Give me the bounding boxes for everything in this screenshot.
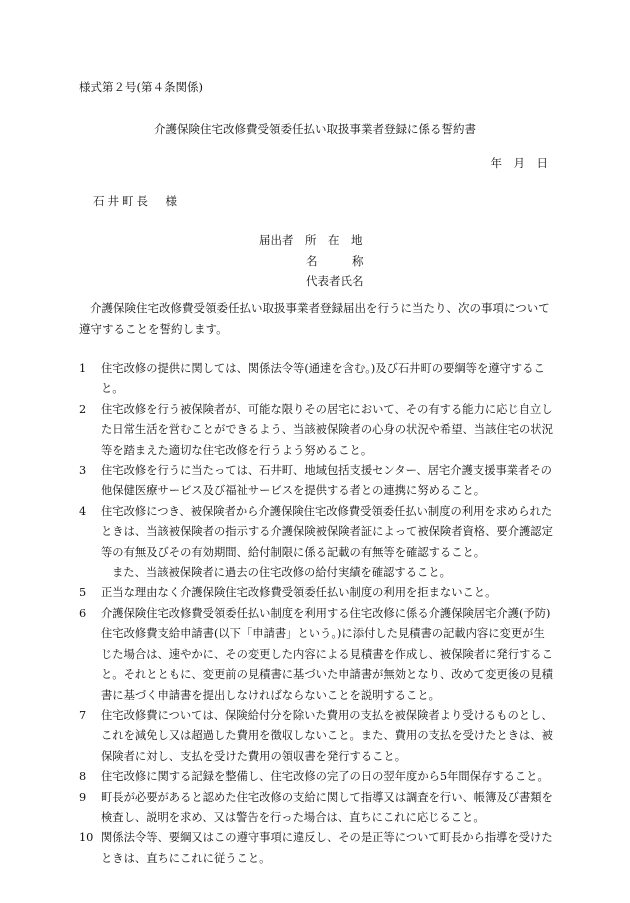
item-number: 4 xyxy=(79,504,87,518)
item-text: 関係法令等、要綱又はこの遵守事項に違反し、その是正等について町長から指導を受けたときは、直ちにこれに従うこと。 xyxy=(101,831,553,865)
form-number: 様式第２号(第４条関係) xyxy=(79,80,203,94)
item-number: 7 xyxy=(79,708,87,722)
submitter-label: 届出者 xyxy=(259,233,294,247)
item-number: 9 xyxy=(79,790,87,804)
addressee: 石井町長 様 xyxy=(93,194,180,208)
item-text: 正当な理由なく介護保険住宅改修費受領委任払い制度の利用を拒まないこと。 xyxy=(101,586,497,600)
document-title: 介護保険住宅改修費受領委任払い取扱事業者登録に係る誓約書 xyxy=(154,122,476,136)
item-text: 住宅改修につき、被保険者から介護保険住宅改修費受領委任払い制度の利用を求められたときは、当該被保険者の指示する介護保険被保険者証によって被保険者資格、要介護認定等の有無及びその有効期間、給付制限に係る記載の有無等を確認すること。 xyxy=(101,504,553,559)
list-item xyxy=(79,400,554,461)
submitter-address-row xyxy=(259,232,364,253)
item-number: 2 xyxy=(79,402,87,416)
item-number: 8 xyxy=(79,770,87,784)
pledge-items-list xyxy=(79,359,554,869)
item-text: 住宅改修を行うに当たっては、石井町、地域包括支援センター、居宅介護支援事業者その他保健医療サービス及び福祉サービスを提供する者との連携に努めること。 xyxy=(101,464,552,498)
list-item xyxy=(79,604,554,706)
list-item xyxy=(79,767,554,787)
submitter-name-row xyxy=(259,253,364,274)
list-item xyxy=(79,502,554,563)
item-number: 3 xyxy=(79,464,87,478)
preamble: 介護保険住宅改修費受領委任払い取扱事業者登録届出を行うに当たり、次の事項について遵守することを誓約します。 xyxy=(79,301,550,336)
item-number: 6 xyxy=(79,606,87,620)
list-item xyxy=(79,828,554,869)
item-number: 5 xyxy=(79,586,87,600)
item-text: 住宅改修に関する記録を整備し、住宅改修の完了の日の翌年度から5年間保存すること。 xyxy=(101,770,549,784)
item-text: 住宅改修を行う被保険者が、可能な限りその居宅において、その有する能力に応じ自立した日常生活を営むことができるよう、当該被保険者の心身の状況や希望、当該住宅の状況等を踏まえた適切な住宅改修を行うよう努めること。 xyxy=(101,402,553,457)
list-item xyxy=(79,461,554,502)
address-label: 所 在 地 xyxy=(305,233,363,247)
list-item xyxy=(79,706,554,767)
submitter-representative-row xyxy=(259,273,364,294)
date-line: 年 月 日 xyxy=(490,156,548,170)
submitter-block xyxy=(259,232,364,294)
item-text: 住宅改修費については、保険給付分を除いた費用の支払を被保険者より受けるものとし、これを減免し又は超過した費用を徴収しないこと。また、費用の支払を受けたときは、被保険者に対し、支払を受けた費用の領収書を発行すること。 xyxy=(101,708,553,763)
item-text: 住宅改修の提供に関しては、関係法令等(通達を含む。)及び石井町の要綱等を遵守すること。 xyxy=(101,362,545,396)
name-label: 名 称 xyxy=(306,253,364,268)
item-number: 1 xyxy=(79,362,87,375)
item-number: 10 xyxy=(79,831,94,845)
item-text: 町長が必要があると認めた住宅改修の支給に関して指導又は調査を行い、帳簿及び書類を検査し、説明を求め、又は警告を行った場合は、直ちにこれに応じること。 xyxy=(101,790,553,824)
item-note: また、当該被保険者に過去の住宅改修の給付実績を確認すること。 xyxy=(112,566,451,580)
list-item xyxy=(79,583,554,603)
item-text: 介護保険住宅改修費受領委任払い制度を利用する住宅改修に係る介護保険居宅介護(予防)住宅改修費支給申請書(以下「申請書」という。)に添付した見積書の記載内容に変更が生じた場合は、速やかに、その変更した内容による見積書を作成し、被保険者に発行すること。それとともに、変更前の見積書に基づいた申請書が無効となり、改めて変更後の見積書に基づく申請書を提出しなければならないことを説明すること。 xyxy=(101,606,553,702)
representative-label: 代表者氏名 xyxy=(306,274,364,288)
list-item xyxy=(79,359,554,400)
list-item xyxy=(79,788,554,829)
